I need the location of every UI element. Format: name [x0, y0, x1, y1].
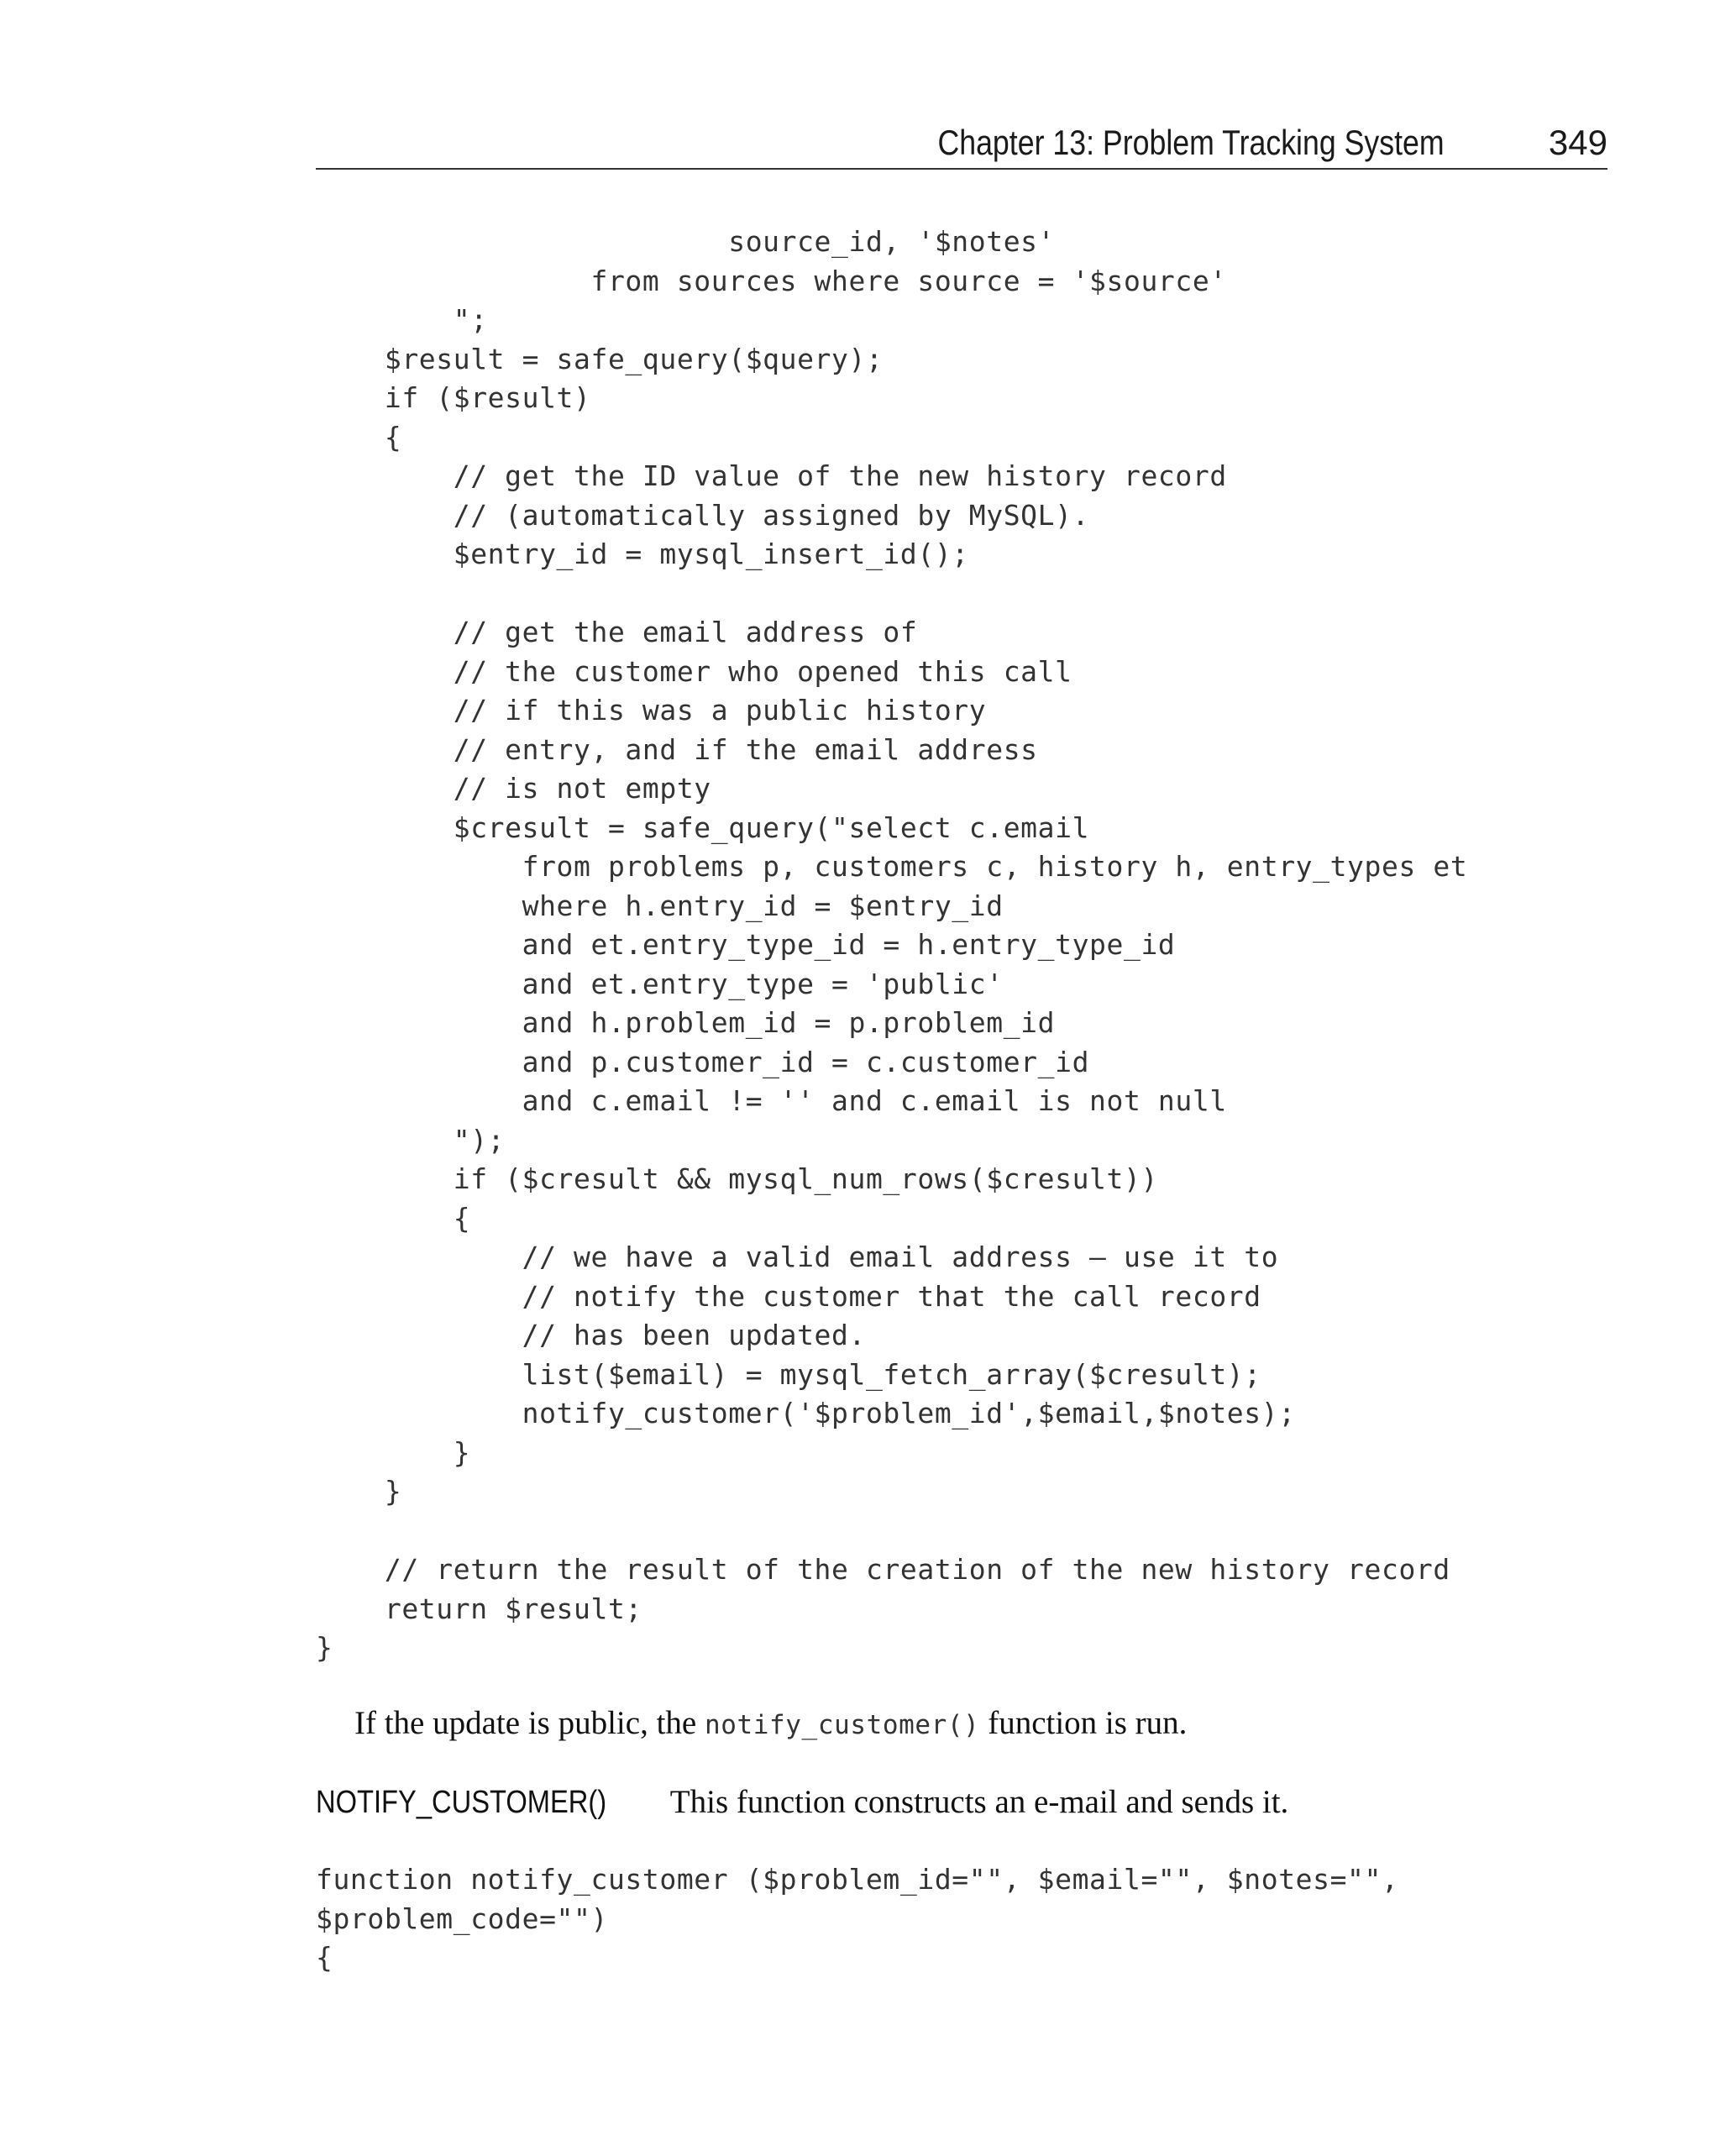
code-line: if ($result)	[316, 381, 591, 414]
code-line: // entry, and if the email address	[316, 732, 1038, 766]
code-line: // notify the customer that the call record	[316, 1279, 1261, 1313]
code-line: and h.problem_id = p.problem_id	[316, 1006, 1056, 1039]
code-line: $cresult = safe_query("select c.email	[316, 810, 1090, 844]
code-line: ";	[316, 303, 488, 336]
code-line: }	[316, 1435, 471, 1469]
code-line: // the customer who opened this call	[316, 654, 1072, 688]
code-line: {	[316, 1201, 471, 1235]
code-line: // get the ID value of the new history record	[316, 459, 1227, 492]
code-line: if ($cresult && mysql_num_rows($cresult))	[316, 1162, 1158, 1195]
code-line: ");	[316, 1123, 506, 1157]
code-line: }	[316, 1631, 333, 1664]
code-line: // we have a valid email address – use it to	[316, 1241, 1279, 1273]
code-line	[316, 1512, 1467, 1551]
code-line: return $result;	[316, 1592, 642, 1625]
function-heading: NOTIFY_CUSTOMER()	[316, 1785, 607, 1820]
code-line: function notify_customer ($problem_id="", $email="", $notes="",	[316, 1863, 1399, 1896]
code-line: $result = safe_query($query);	[316, 342, 884, 375]
code-line: list($email) = mysql_fetch_array($cresult);	[316, 1357, 1261, 1391]
paragraph-text-before: If the update is public, the	[354, 1705, 705, 1741]
code-line: // return the result of the creation of the new history record	[316, 1553, 1450, 1586]
code-line: notify_customer('$problem_id',$email,$notes);	[316, 1397, 1296, 1429]
function-description-text: This function constructs an e-mail and sends it.	[669, 1784, 1289, 1820]
code-line: {	[316, 420, 402, 454]
code-line: from sources where source = '$source'	[316, 264, 1227, 297]
code-line	[316, 574, 1467, 614]
code-listing-add-history	[316, 223, 1467, 1668]
code-line: where h.entry_id = $entry_id	[316, 889, 1004, 922]
code-line: and et.entry_type = 'public'	[316, 967, 1004, 1000]
code-line: and et.entry_type_id = h.entry_type_id	[316, 928, 1176, 961]
code-line: // has been updated.	[316, 1319, 866, 1351]
code-line: {	[316, 1941, 333, 1974]
code-line: and c.email != '' and c.email is not null	[316, 1084, 1227, 1117]
body-paragraph	[354, 1702, 1187, 1747]
code-listing-notify-customer	[316, 1860, 1398, 1978]
running-head	[316, 118, 1607, 170]
code-line: $entry_id = mysql_insert_id();	[316, 538, 969, 570]
code-line: // is not empty	[316, 772, 711, 805]
code-line: }	[316, 1475, 402, 1508]
code-line: $problem_code="")	[316, 1902, 608, 1935]
paragraph-text-after: function is run.	[979, 1705, 1188, 1741]
inline-code-notify-customer: notify_customer()	[704, 1710, 980, 1740]
chapter-title: Chapter 13: Problem Tracking System	[937, 123, 1445, 162]
code-line: from problems p, customers c, history h, entry_types et	[316, 850, 1468, 883]
code-line: // if this was a public history	[316, 694, 987, 727]
code-line: // (automatically assigned by MySQL).	[316, 498, 1090, 532]
function-description	[316, 1781, 1288, 1824]
page-number: 349	[1548, 123, 1607, 162]
code-line: // get the email address of	[316, 616, 918, 648]
code-line: source_id, '$notes'	[316, 225, 1056, 258]
code-line: and p.customer_id = c.customer_id	[316, 1045, 1090, 1078]
